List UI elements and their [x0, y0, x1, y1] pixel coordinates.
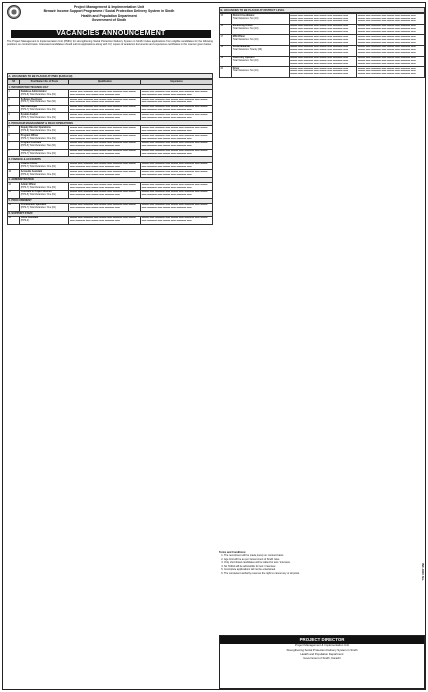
post-name: Monitoring Officer	[232, 25, 253, 28]
experience-cell: ▬▬▬ ▬▬ ▬▬▬▬ ▬▬ ▬▬▬ ▬▬ ▬▬▬▬ ▬▬ ▬▬▬ ▬▬ ▬▬▬▬ ▬▬ ▬▬▬ ▬▬ ▬▬▬▬ ▬▬	[141, 170, 213, 178]
post-name: Data Entry Operator	[232, 57, 255, 60]
term-item: 2. Age limit will be as per Government of Sindh rules.	[224, 558, 425, 561]
post-name: Office Assistant	[20, 217, 39, 220]
section-b-heading: B. VACANCIES TO BE PLACED AT DISTRICT LEVEL	[219, 7, 425, 13]
post-name: Program Assistant	[20, 142, 42, 145]
column-header: S#	[8, 80, 20, 85]
vacancy-table-b	[219, 13, 425, 77]
table-row	[220, 45, 425, 56]
vacancy-table-body	[220, 14, 425, 77]
row-number: 9	[8, 162, 20, 170]
experience-cell: ▬▬▬ ▬▬ ▬▬▬▬ ▬▬ ▬▬▬ ▬▬ ▬▬▬▬ ▬▬ ▬▬▬ ▬▬ ▬▬▬▬ ▬▬ ▬▬▬ ▬▬ ▬▬▬▬ ▬▬	[141, 126, 213, 134]
experience-cell: ▬▬▬ ▬▬ ▬▬▬▬ ▬▬ ▬▬▬ ▬▬ ▬▬▬▬ ▬▬ ▬▬▬ ▬▬ ▬▬▬▬ ▬▬ ▬▬▬ ▬▬ ▬▬▬▬ ▬▬	[141, 141, 213, 149]
post-grade: (PPS-4) Total Vacancies: One (01)	[20, 173, 56, 176]
table-row	[8, 203, 213, 211]
qualification-cell: ▬▬▬ ▬▬ ▬▬▬▬ ▬▬ ▬▬▬ ▬▬ ▬▬▬▬ ▬▬ ▬▬▬ ▬▬ ▬▬▬▬ ▬▬ ▬▬▬ ▬▬ ▬▬▬▬ ▬▬	[69, 190, 141, 198]
post-grade: (PPS-5) Total Vacancies: Two (02)	[20, 145, 56, 148]
post-grade: (PPS-5) Total Vacancies: One (01)	[20, 194, 56, 197]
table-row	[220, 35, 425, 46]
table-row	[8, 134, 213, 142]
footer-line-2: Strengthening Social Protection Delivery System in Sindh	[286, 647, 358, 652]
qualification-cell: ▬▬▬ ▬▬ ▬▬▬▬ ▬▬ ▬▬▬ ▬▬ ▬▬▬▬ ▬▬ ▬▬▬ ▬▬ ▬▬▬▬ ▬▬ ▬▬▬ ▬▬ ▬▬▬▬ ▬▬	[69, 149, 141, 157]
category-heading: 4. ADMINISTRATION	[8, 177, 213, 182]
post-grade: Total Vacancies: Twenty (20)	[232, 49, 262, 52]
term-item: 6. The competent authority reserves the right to cancel any or all posts.	[224, 572, 425, 575]
row-number: 17	[220, 35, 232, 46]
qualification-cell: ▬▬▬ ▬▬ ▬▬▬▬ ▬▬ ▬▬▬ ▬▬ ▬▬▬▬ ▬▬ ▬▬▬ ▬▬ ▬▬▬▬ ▬▬ ▬▬▬ ▬▬ ▬▬▬▬ ▬▬	[69, 126, 141, 134]
table-row	[8, 90, 213, 98]
experience-cell: ▬▬▬ ▬▬ ▬▬▬▬ ▬▬ ▬▬▬ ▬▬ ▬▬▬▬ ▬▬ ▬▬▬ ▬▬ ▬▬▬▬ ▬▬ ▬▬▬ ▬▬ ▬▬▬▬ ▬▬ ▬▬▬ ▬▬ ▬▬▬▬ ▬▬ ▬▬▬ ▬▬ ▬▬▬▬ ▬▬	[357, 67, 425, 78]
table-row	[220, 24, 425, 35]
post-cell	[20, 141, 69, 149]
row-number: 13	[8, 203, 20, 211]
post-grade: Total Vacancies: Ten (10)	[232, 70, 259, 73]
category-heading: 3. FINANCE & ACCOUNTS	[8, 157, 213, 162]
table-row	[220, 56, 425, 67]
post-grade: (PPS-7) Total Vacancies: One (01)	[20, 116, 56, 119]
post-name: Program Officer	[20, 134, 39, 137]
row-number: 15	[220, 14, 232, 25]
qualification-cell: ▬▬▬ ▬▬ ▬▬▬▬ ▬▬ ▬▬▬ ▬▬ ▬▬▬▬ ▬▬ ▬▬▬ ▬▬ ▬▬▬▬ ▬▬ ▬▬▬ ▬▬ ▬▬▬▬ ▬▬	[69, 90, 141, 98]
post-name: MIS Officer	[232, 35, 245, 38]
table-row	[8, 98, 213, 106]
column-header: Post Name / No. of Posts	[20, 80, 69, 85]
experience-cell: ▬▬▬ ▬▬ ▬▬▬▬ ▬▬ ▬▬▬ ▬▬ ▬▬▬▬ ▬▬ ▬▬▬ ▬▬ ▬▬▬▬ ▬▬ ▬▬▬ ▬▬ ▬▬▬▬ ▬▬	[141, 162, 213, 170]
qualification-cell: ▬▬▬ ▬▬ ▬▬▬▬ ▬▬ ▬▬▬ ▬▬ ▬▬▬▬ ▬▬ ▬▬▬ ▬▬ ▬▬▬▬ ▬▬ ▬▬▬ ▬▬ ▬▬▬▬ ▬▬	[69, 216, 141, 224]
post-name: Software Developer	[20, 98, 43, 101]
post-grade: Total Vacancies: Ten (10)	[232, 38, 259, 41]
footer-line-1: Project Management & Implementation Unit	[294, 643, 350, 648]
row-number: 12	[8, 190, 20, 198]
row-number: 18	[220, 45, 232, 56]
left-column	[7, 73, 213, 685]
row-number: 6	[8, 134, 20, 142]
experience-cell: ▬▬▬ ▬▬ ▬▬▬▬ ▬▬ ▬▬▬ ▬▬ ▬▬▬▬ ▬▬ ▬▬▬ ▬▬ ▬▬▬▬ ▬▬ ▬▬▬ ▬▬ ▬▬▬▬ ▬▬ ▬▬▬ ▬▬ ▬▬▬▬ ▬▬ ▬▬▬ ▬▬ ▬▬▬▬ ▬▬	[357, 35, 425, 46]
header-line-1: Project Management & Implementation Unit	[73, 5, 145, 9]
post-grade: (PPS-7) Total Vacancies: One (01)	[20, 207, 56, 210]
footer-line-3: Health and Population Department	[300, 651, 344, 656]
qualification-cell: ▬▬▬ ▬▬ ▬▬▬▬ ▬▬ ▬▬▬ ▬▬ ▬▬▬▬ ▬▬ ▬▬▬ ▬▬ ▬▬▬▬ ▬▬ ▬▬▬ ▬▬ ▬▬▬▬ ▬▬	[69, 183, 141, 191]
post-name: System Analyst	[20, 113, 38, 116]
post-grade: (PPS-8) Total Vacancies: One (01)	[20, 93, 56, 96]
row-number: 16	[220, 24, 232, 35]
post-name: Driver	[232, 67, 240, 70]
term-item: 4. No TA/DA will be admissible for test / interview.	[224, 565, 425, 568]
row-number: 10	[8, 170, 20, 178]
post-grade: (PPS-7) Total Vacancies: One (01)	[20, 165, 56, 168]
section-a-heading: A. VACANCIES TO BE PLACED AT PMIU (KARACHI)	[7, 73, 213, 79]
experience-cell: ▬▬▬ ▬▬ ▬▬▬▬ ▬▬ ▬▬▬ ▬▬ ▬▬▬▬ ▬▬ ▬▬▬ ▬▬ ▬▬▬▬ ▬▬ ▬▬▬ ▬▬ ▬▬▬▬ ▬▬	[141, 105, 213, 113]
category-heading: 2. PROGRAM MANAGEMENT & FIELD OPERATIONS	[8, 121, 213, 126]
footer-line-4: Government of Sindh, Karachi	[303, 656, 341, 661]
intro-paragraph: The Project Management & Implementation Unit (PMIU) for strengthening Social Protection Delivery System in Sindh invites applications from eligible candidates for the following positions on contract basis. Interested candidates should submit applications along with CV, copies of academic documents and experience certificates in the manner given below.	[7, 40, 213, 47]
post-name: Deputy Director Operations	[20, 126, 51, 129]
table-row	[8, 149, 213, 157]
experience-cell: ▬▬▬ ▬▬ ▬▬▬▬ ▬▬ ▬▬▬ ▬▬ ▬▬▬▬ ▬▬ ▬▬▬ ▬▬ ▬▬▬▬ ▬▬ ▬▬▬ ▬▬ ▬▬▬▬ ▬▬ ▬▬▬ ▬▬ ▬▬▬▬ ▬▬ ▬▬▬ ▬▬ ▬▬▬▬ ▬▬	[357, 45, 425, 56]
experience-cell: ▬▬▬ ▬▬ ▬▬▬▬ ▬▬ ▬▬▬ ▬▬ ▬▬▬▬ ▬▬ ▬▬▬ ▬▬ ▬▬▬▬ ▬▬ ▬▬▬ ▬▬ ▬▬▬▬ ▬▬	[141, 90, 213, 98]
row-number: 1	[8, 90, 20, 98]
post-name: Finance Officer	[20, 163, 38, 166]
experience-cell: ▬▬▬ ▬▬ ▬▬▬▬ ▬▬ ▬▬▬ ▬▬ ▬▬▬▬ ▬▬ ▬▬▬ ▬▬ ▬▬▬▬ ▬▬ ▬▬▬ ▬▬ ▬▬▬▬ ▬▬	[141, 149, 213, 157]
column-header: Experience	[141, 80, 213, 85]
terms-heading: Terms and Conditions:	[219, 551, 247, 554]
right-column	[219, 7, 425, 407]
table-row	[220, 67, 425, 78]
post-grade: (PPS-7) Total Vacancies: One (01)	[20, 109, 56, 112]
terms-list	[219, 554, 425, 575]
row-number: 4	[8, 113, 20, 121]
column-header: Qualification	[69, 80, 141, 85]
table-row	[8, 105, 213, 113]
qualification-cell: ▬▬▬ ▬▬ ▬▬▬▬ ▬▬ ▬▬▬ ▬▬ ▬▬▬▬ ▬▬ ▬▬▬ ▬▬ ▬▬▬▬ ▬▬ ▬▬▬ ▬▬ ▬▬▬▬ ▬▬	[69, 203, 141, 211]
qualification-cell: ▬▬▬ ▬▬ ▬▬▬▬ ▬▬ ▬▬▬ ▬▬ ▬▬▬▬ ▬▬ ▬▬▬ ▬▬ ▬▬▬▬ ▬▬ ▬▬▬ ▬▬ ▬▬▬▬ ▬▬	[69, 170, 141, 178]
post-cell	[20, 149, 69, 157]
experience-cell: ▬▬▬ ▬▬ ▬▬▬▬ ▬▬ ▬▬▬ ▬▬ ▬▬▬▬ ▬▬ ▬▬▬ ▬▬ ▬▬▬▬ ▬▬ ▬▬▬ ▬▬ ▬▬▬▬ ▬▬	[141, 98, 213, 106]
post-grade: Total Vacancies: Ten (10)	[232, 28, 259, 31]
header	[5, 5, 213, 31]
row-number: 8	[8, 149, 20, 157]
table-row	[8, 170, 213, 178]
qualification-cell: ▬▬▬ ▬▬ ▬▬▬▬ ▬▬ ▬▬▬ ▬▬ ▬▬▬▬ ▬▬ ▬▬▬ ▬▬ ▬▬▬▬ ▬▬ ▬▬▬ ▬▬ ▬▬▬▬ ▬▬	[69, 162, 141, 170]
header-line-3: Health and Population Department	[81, 13, 137, 18]
table-row	[8, 190, 213, 198]
term-item: 1. The recruitment will be made purely on contract basis.	[224, 554, 425, 557]
post-grade: (PPS-7) Total Vacancies: One (01)	[20, 186, 56, 189]
experience-cell: ▬▬▬ ▬▬ ▬▬▬▬ ▬▬ ▬▬▬ ▬▬ ▬▬▬▬ ▬▬ ▬▬▬ ▬▬ ▬▬▬▬ ▬▬ ▬▬▬ ▬▬ ▬▬▬▬ ▬▬	[141, 183, 213, 191]
table-row	[8, 183, 213, 191]
post-cell	[232, 24, 289, 35]
terms-section	[219, 551, 425, 575]
experience-cell: ▬▬▬ ▬▬ ▬▬▬▬ ▬▬ ▬▬▬ ▬▬ ▬▬▬▬ ▬▬ ▬▬▬ ▬▬ ▬▬▬▬ ▬▬ ▬▬▬ ▬▬ ▬▬▬▬ ▬▬ ▬▬▬ ▬▬ ▬▬▬▬ ▬▬ ▬▬▬ ▬▬ ▬▬▬▬ ▬▬	[357, 24, 425, 35]
post-grade: (PPS-7) Total Vacancies: One (01)	[20, 137, 56, 140]
table-row	[8, 162, 213, 170]
qualification-cell: ▬▬▬ ▬▬ ▬▬▬▬ ▬▬ ▬▬▬ ▬▬ ▬▬▬▬ ▬▬ ▬▬▬ ▬▬ ▬▬▬▬ ▬▬ ▬▬▬ ▬▬ ▬▬▬▬ ▬▬ ▬▬▬ ▬▬ ▬▬▬▬ ▬▬ ▬▬▬ ▬▬ ▬▬▬▬ ▬▬	[289, 56, 357, 67]
qualification-cell: ▬▬▬ ▬▬ ▬▬▬▬ ▬▬ ▬▬▬ ▬▬ ▬▬▬▬ ▬▬ ▬▬▬ ▬▬ ▬▬▬▬ ▬▬ ▬▬▬ ▬▬ ▬▬▬▬ ▬▬	[69, 141, 141, 149]
post-cell	[20, 134, 69, 142]
post-name: District Coordinator	[232, 14, 255, 17]
post-cell	[232, 45, 289, 56]
header-line-4: Government of Sindh	[91, 17, 127, 22]
vacancy-table-a	[7, 79, 213, 224]
page-title: VACANCIES ANNOUNCEMENT	[11, 30, 211, 38]
publication-code: INF-KRC No.	[421, 563, 425, 581]
term-item: 3. Only short listed candidates will be called for test / interview.	[224, 561, 425, 564]
post-cell	[232, 14, 289, 25]
project-director-box	[219, 635, 425, 689]
term-item: 5. Incomplete applications will not be entertained.	[224, 568, 425, 571]
category-heading: 6. SUPPORT STAFF	[8, 211, 213, 216]
experience-cell: ▬▬▬ ▬▬ ▬▬▬▬ ▬▬ ▬▬▬ ▬▬ ▬▬▬▬ ▬▬ ▬▬▬ ▬▬ ▬▬▬▬ ▬▬ ▬▬▬ ▬▬ ▬▬▬▬ ▬▬ ▬▬▬ ▬▬ ▬▬▬▬ ▬▬ ▬▬▬ ▬▬ ▬▬▬▬ ▬▬	[357, 14, 425, 25]
post-name: Social Mobilizer	[232, 46, 251, 49]
post-cell	[232, 67, 289, 78]
table-row	[8, 141, 213, 149]
post-cell	[232, 35, 289, 46]
post-grade: Total Vacancies: Ten (10)	[232, 17, 259, 20]
vacancy-table-body	[8, 85, 213, 224]
qualification-cell: ▬▬▬ ▬▬ ▬▬▬▬ ▬▬ ▬▬▬ ▬▬ ▬▬▬▬ ▬▬ ▬▬▬ ▬▬ ▬▬▬▬ ▬▬ ▬▬▬ ▬▬ ▬▬▬▬ ▬▬ ▬▬▬ ▬▬ ▬▬▬▬ ▬▬ ▬▬▬ ▬▬ ▬▬▬▬ ▬▬	[289, 14, 357, 25]
row-number: 3	[8, 105, 20, 113]
post-name: Web Developer	[20, 106, 38, 109]
experience-cell: ▬▬▬ ▬▬ ▬▬▬▬ ▬▬ ▬▬▬ ▬▬ ▬▬▬▬ ▬▬ ▬▬▬ ▬▬ ▬▬▬▬ ▬▬ ▬▬▬ ▬▬ ▬▬▬▬ ▬▬	[141, 134, 213, 142]
post-cell	[20, 216, 69, 224]
qualification-cell: ▬▬▬ ▬▬ ▬▬▬▬ ▬▬ ▬▬▬ ▬▬ ▬▬▬▬ ▬▬ ▬▬▬ ▬▬ ▬▬▬▬ ▬▬ ▬▬▬ ▬▬ ▬▬▬▬ ▬▬	[69, 98, 141, 106]
category-heading: 1. INFORMATION TECHNOLOGY	[8, 85, 213, 90]
qualification-cell: ▬▬▬ ▬▬ ▬▬▬▬ ▬▬ ▬▬▬ ▬▬ ▬▬▬▬ ▬▬ ▬▬▬ ▬▬ ▬▬▬▬ ▬▬ ▬▬▬ ▬▬ ▬▬▬▬ ▬▬	[69, 113, 141, 121]
qualification-cell: ▬▬▬ ▬▬ ▬▬▬▬ ▬▬ ▬▬▬ ▬▬ ▬▬▬▬ ▬▬ ▬▬▬ ▬▬ ▬▬▬▬ ▬▬ ▬▬▬ ▬▬ ▬▬▬▬ ▬▬ ▬▬▬ ▬▬ ▬▬▬▬ ▬▬ ▬▬▬ ▬▬ ▬▬▬▬ ▬▬	[289, 24, 357, 35]
row-number: 14	[8, 216, 20, 224]
row-number: 7	[8, 141, 20, 149]
experience-cell: ▬▬▬ ▬▬ ▬▬▬▬ ▬▬ ▬▬▬ ▬▬ ▬▬▬▬ ▬▬ ▬▬▬ ▬▬ ▬▬▬▬ ▬▬ ▬▬▬ ▬▬ ▬▬▬▬ ▬▬	[141, 190, 213, 198]
row-number: 19	[220, 56, 232, 67]
project-director-title: PROJECT DIRECTOR	[220, 636, 424, 644]
table-row	[8, 113, 213, 121]
qualification-cell: ▬▬▬ ▬▬ ▬▬▬▬ ▬▬ ▬▬▬ ▬▬ ▬▬▬▬ ▬▬ ▬▬▬ ▬▬ ▬▬▬▬ ▬▬ ▬▬▬ ▬▬ ▬▬▬▬ ▬▬ ▬▬▬ ▬▬ ▬▬▬▬ ▬▬ ▬▬▬ ▬▬ ▬▬▬▬ ▬▬	[289, 67, 357, 78]
post-name: Database Administrator	[20, 90, 47, 93]
row-number: 2	[8, 98, 20, 106]
post-cell	[20, 98, 69, 106]
table-row	[220, 14, 425, 25]
table-row	[8, 126, 213, 134]
post-cell	[20, 105, 69, 113]
experience-cell: ▬▬▬ ▬▬ ▬▬▬▬ ▬▬ ▬▬▬ ▬▬ ▬▬▬▬ ▬▬ ▬▬▬ ▬▬ ▬▬▬▬ ▬▬ ▬▬▬ ▬▬ ▬▬▬▬ ▬▬	[141, 216, 213, 224]
category-heading: 5. PROCUREMENT	[8, 198, 213, 203]
post-cell	[20, 113, 69, 121]
post-name: Procurement Specialist	[20, 204, 47, 207]
post-cell	[20, 162, 69, 170]
post-name: Training Coordinator	[20, 150, 44, 153]
row-number: 5	[8, 126, 20, 134]
header-line-2: Benazir Income Support Programme / Social Protection Delivery System in Sindh	[43, 9, 175, 14]
post-cell	[232, 56, 289, 67]
qualification-cell: ▬▬▬ ▬▬ ▬▬▬▬ ▬▬ ▬▬▬ ▬▬ ▬▬▬▬ ▬▬ ▬▬▬ ▬▬ ▬▬▬▬ ▬▬ ▬▬▬ ▬▬ ▬▬▬▬ ▬▬ ▬▬▬ ▬▬ ▬▬▬▬ ▬▬ ▬▬▬ ▬▬ ▬▬▬▬ ▬▬	[289, 45, 357, 56]
qualification-cell: ▬▬▬ ▬▬ ▬▬▬▬ ▬▬ ▬▬▬ ▬▬ ▬▬▬▬ ▬▬ ▬▬▬ ▬▬ ▬▬▬▬ ▬▬ ▬▬▬ ▬▬ ▬▬▬▬ ▬▬	[69, 105, 141, 113]
post-grade: (PPS-2)	[20, 220, 29, 223]
post-cell	[20, 170, 69, 178]
post-cell	[20, 90, 69, 98]
experience-cell: ▬▬▬ ▬▬ ▬▬▬▬ ▬▬ ▬▬▬ ▬▬ ▬▬▬▬ ▬▬ ▬▬▬ ▬▬ ▬▬▬▬ ▬▬ ▬▬▬ ▬▬ ▬▬▬▬ ▬▬	[141, 113, 213, 121]
post-grade: (PPS-7) Total Vacancies: Two (02)	[20, 101, 56, 104]
post-name: Accounts Assistant	[20, 170, 43, 173]
row-number: 20	[220, 67, 232, 78]
qualification-cell: ▬▬▬ ▬▬ ▬▬▬▬ ▬▬ ▬▬▬ ▬▬ ▬▬▬▬ ▬▬ ▬▬▬ ▬▬ ▬▬▬▬ ▬▬ ▬▬▬ ▬▬ ▬▬▬▬ ▬▬ ▬▬▬ ▬▬ ▬▬▬▬ ▬▬ ▬▬▬ ▬▬ ▬▬▬▬ ▬▬	[289, 35, 357, 46]
row-number: 11	[8, 183, 20, 191]
advertisement-page	[2, 2, 426, 690]
qualification-cell: ▬▬▬ ▬▬ ▬▬▬▬ ▬▬ ▬▬▬ ▬▬ ▬▬▬▬ ▬▬ ▬▬▬ ▬▬ ▬▬▬▬ ▬▬ ▬▬▬ ▬▬ ▬▬▬▬ ▬▬	[69, 134, 141, 142]
post-cell	[20, 183, 69, 191]
post-cell	[20, 190, 69, 198]
post-cell	[20, 203, 69, 211]
post-name: Admin Officer	[20, 183, 36, 186]
post-name: Assistant to Project Director	[20, 191, 52, 194]
post-grade: Total Vacancies: Ten (10)	[232, 59, 259, 62]
experience-cell: ▬▬▬ ▬▬ ▬▬▬▬ ▬▬ ▬▬▬ ▬▬ ▬▬▬▬ ▬▬ ▬▬▬ ▬▬ ▬▬▬▬ ▬▬ ▬▬▬ ▬▬ ▬▬▬▬ ▬▬ ▬▬▬ ▬▬ ▬▬▬▬ ▬▬ ▬▬▬ ▬▬ ▬▬▬▬ ▬▬	[357, 56, 425, 67]
post-cell	[20, 126, 69, 134]
experience-cell: ▬▬▬ ▬▬ ▬▬▬▬ ▬▬ ▬▬▬ ▬▬ ▬▬▬▬ ▬▬ ▬▬▬ ▬▬ ▬▬▬▬ ▬▬ ▬▬▬ ▬▬ ▬▬▬▬ ▬▬	[141, 203, 213, 211]
post-grade: (PPS-8) Total Vacancies: One (01)	[20, 129, 56, 132]
table-row	[8, 216, 213, 224]
post-grade: (PPS-7) Total Vacancies: One (01)	[20, 152, 56, 155]
